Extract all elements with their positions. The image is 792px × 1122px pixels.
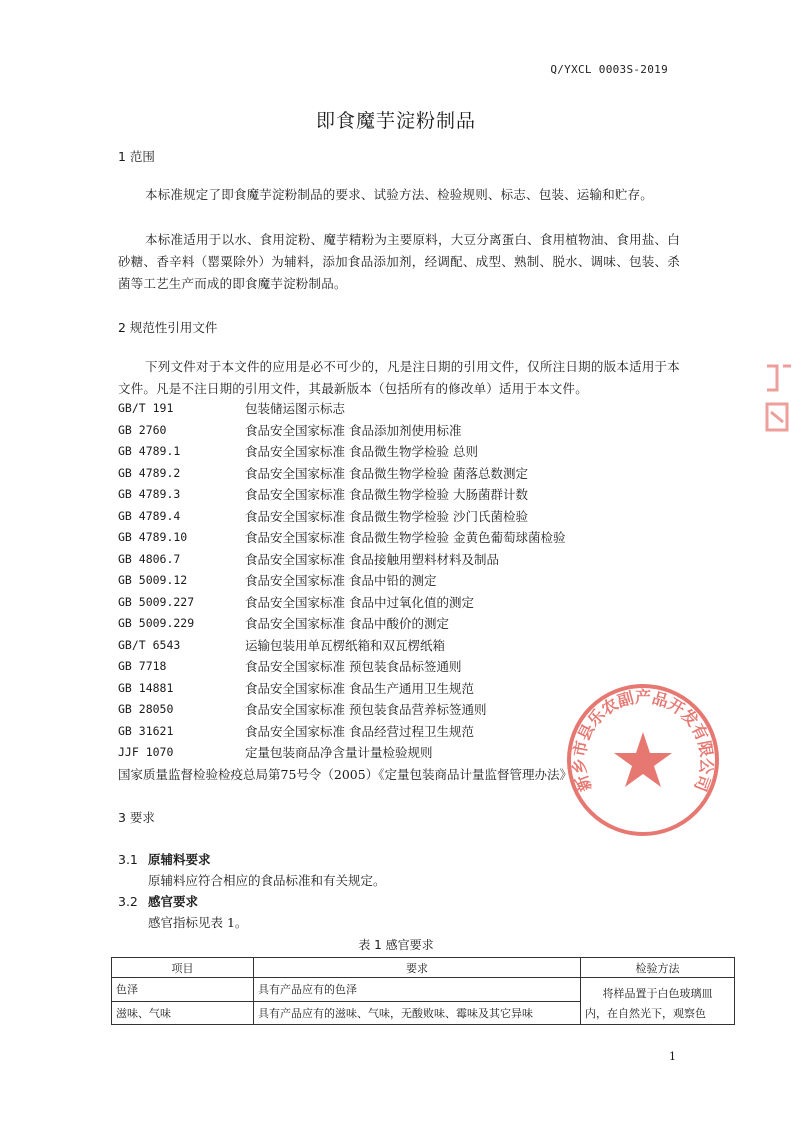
reference-title: 食品安全国家标准 食品微生物学检验 沙门氏菌检验	[245, 508, 528, 524]
table-row	[112, 978, 735, 1002]
reference-item	[118, 549, 718, 571]
reference-title: 食品安全国家标准 食品微生物学检验 菌落总数测定	[245, 465, 528, 481]
reference-code: JJF 1070	[118, 745, 174, 759]
table-header-cell: 要求	[254, 958, 581, 978]
standard-code: Q/YXCL 0003S-2019	[550, 63, 668, 76]
section-3-heading: 3 要求	[118, 810, 155, 825]
sensory-requirements-table	[111, 957, 735, 1025]
section-1-paragraph-1	[118, 184, 680, 206]
company-seal	[563, 680, 723, 840]
decree-reference: 国家质量监督检验检疫总局第75号令（2005）《定量包装商品计量监督管理办法》	[118, 766, 572, 782]
table-cell-requirement: 具有产品应有的滋味、气味，无酸败味、霉味及其它异味	[254, 1001, 581, 1025]
section-2-heading: 2 规范性引用文件	[118, 320, 218, 335]
method-line-1: 将样品置于白色玻璃皿	[602, 987, 713, 1000]
reference-title: 食品安全国家标准 食品微生物学检验 金黄色葡萄球菌检验	[245, 530, 566, 545]
subsection-number: 3.2	[118, 894, 138, 909]
reference-code: GB 5009.229	[118, 616, 195, 630]
subsection-title: 原辅料要求	[148, 852, 211, 867]
subsection-number: 3.1	[118, 852, 138, 867]
section-1-heading: 1 范围	[118, 149, 155, 164]
section-2-intro	[118, 356, 680, 400]
reference-item	[118, 527, 718, 549]
subsection-3-2-text: 感官指标见表 1。	[148, 915, 248, 930]
table-header-row	[112, 958, 735, 978]
table-1-caption: 表 1 感官要求	[358, 938, 434, 952]
table-header-cell: 项目	[112, 958, 254, 978]
reference-code: GB 4789.10	[118, 530, 188, 544]
reference-item	[118, 484, 718, 506]
reference-code: GB 28050	[118, 702, 174, 716]
table-header-cell: 检验方法	[581, 958, 735, 978]
reference-code: GB/T 191	[118, 401, 174, 415]
seal-star-icon	[614, 732, 672, 787]
section-1-paragraph-1-text: 本标准规定了即食魔芋淀粉制品的要求、试验方法、检验规则、标志、包装、运输和贮存。	[145, 187, 654, 202]
edge-stamp-stroke	[767, 366, 777, 390]
reference-title: 定量包装商品净含量计量检验规则	[245, 745, 433, 760]
edge-seal-fragment	[763, 360, 792, 440]
reference-item	[118, 441, 718, 463]
reference-code: GB 4789.1	[118, 444, 181, 458]
subsection-3-1-heading	[118, 850, 211, 868]
reference-item	[118, 506, 718, 528]
section-1-paragraph-2	[118, 229, 680, 295]
section-1-paragraph-2-text: 本标准适用于以水、食用淀粉、魔芋精粉为主要原料，大豆分离蛋白、食用植物油、食用盐、白砂糖、香辛料（罂粟除外）为辅料，添加食品添加剂，经调配、成型、熟制、脱水、调味、包装、杀菌等工艺生产而成的即食魔芋淀粉制品。	[118, 232, 680, 291]
reference-item	[118, 635, 718, 657]
reference-code: GB 4789.2	[118, 465, 181, 480]
reference-title: 食品安全国家标准 食品经营过程卫生规范	[245, 723, 474, 739]
page-number: 1	[669, 1050, 676, 1063]
reference-title: 食品安全国家标准 食品中酸价的测定	[245, 616, 449, 631]
reference-item	[118, 570, 718, 592]
reference-title: 食品安全国家标准 食品接触用塑料材料及制品	[245, 551, 499, 567]
seal-text: 新乡市县乐农副产品开发有限公司	[569, 687, 717, 795]
section-2-intro-text: 下列文件对于本文件的应用是必不可少的，凡是注日期的引用文件，仅所注日期的版本适用于本文件。凡是不注日期的引用文件，其最新版本（包括所有的修改单）适用于本文件。	[118, 359, 680, 396]
subsection-3-2-heading	[118, 892, 198, 910]
reference-title: 食品安全国家标准 食品微生物学检验 总则	[245, 444, 478, 459]
reference-title: 食品安全国家标准 预包装食品标签通则	[245, 659, 462, 674]
table-cell-requirement: 具有产品应有的色泽	[254, 978, 581, 1002]
reference-code: GB 5009.227	[118, 594, 195, 609]
reference-item	[118, 613, 718, 635]
reference-title: 食品安全国家标准 食品添加剂使用标准	[245, 422, 462, 438]
reference-code: GB/T 6543	[118, 637, 181, 652]
reference-code: GB 4806.7	[118, 551, 181, 566]
table-cell-item: 滋味、气味	[112, 1001, 254, 1025]
reference-item	[118, 420, 718, 442]
reference-item	[118, 656, 718, 678]
reference-code: GB 14881	[118, 680, 174, 695]
document-title: 即食魔芋淀粉制品	[315, 110, 476, 132]
reference-code: GB 7718	[118, 659, 167, 673]
reference-title: 食品安全国家标准 食品中铅的测定	[245, 573, 437, 588]
reference-item	[118, 463, 718, 485]
reference-title: 包装储运图示标志	[245, 401, 346, 416]
reference-title: 食品安全国家标准 食品生产通用卫生规范	[245, 680, 474, 696]
reference-title: 运输包装用单瓦楞纸箱和双瓦楞纸箱	[245, 637, 446, 653]
table-cell-item: 色泽	[112, 978, 254, 1002]
reference-code: GB 4789.3	[118, 487, 181, 501]
table-cell-method	[581, 978, 735, 1025]
subsection-title: 感官要求	[148, 894, 199, 909]
reference-title: 食品安全国家标准 预包装食品营养标签通则	[245, 702, 487, 717]
reference-code: GB 31621	[118, 723, 174, 738]
reference-title: 食品安全国家标准 食品微生物学检验 大肠菌群计数	[245, 487, 528, 502]
edge-stamp-stroke	[771, 412, 783, 422]
reference-code: GB 5009.12	[118, 573, 188, 587]
reference-item	[118, 398, 718, 420]
reference-item	[118, 592, 718, 614]
reference-code: GB 2760	[118, 422, 167, 437]
subsection-3-1-text: 原辅料应符合相应的食品标准和有关规定。	[148, 873, 386, 888]
reference-code: GB 4789.4	[118, 508, 181, 523]
method-line-2: 内，在自然光下，观察色	[585, 1007, 706, 1020]
reference-title: 食品安全国家标准 食品中过氧化值的测定	[245, 594, 474, 610]
